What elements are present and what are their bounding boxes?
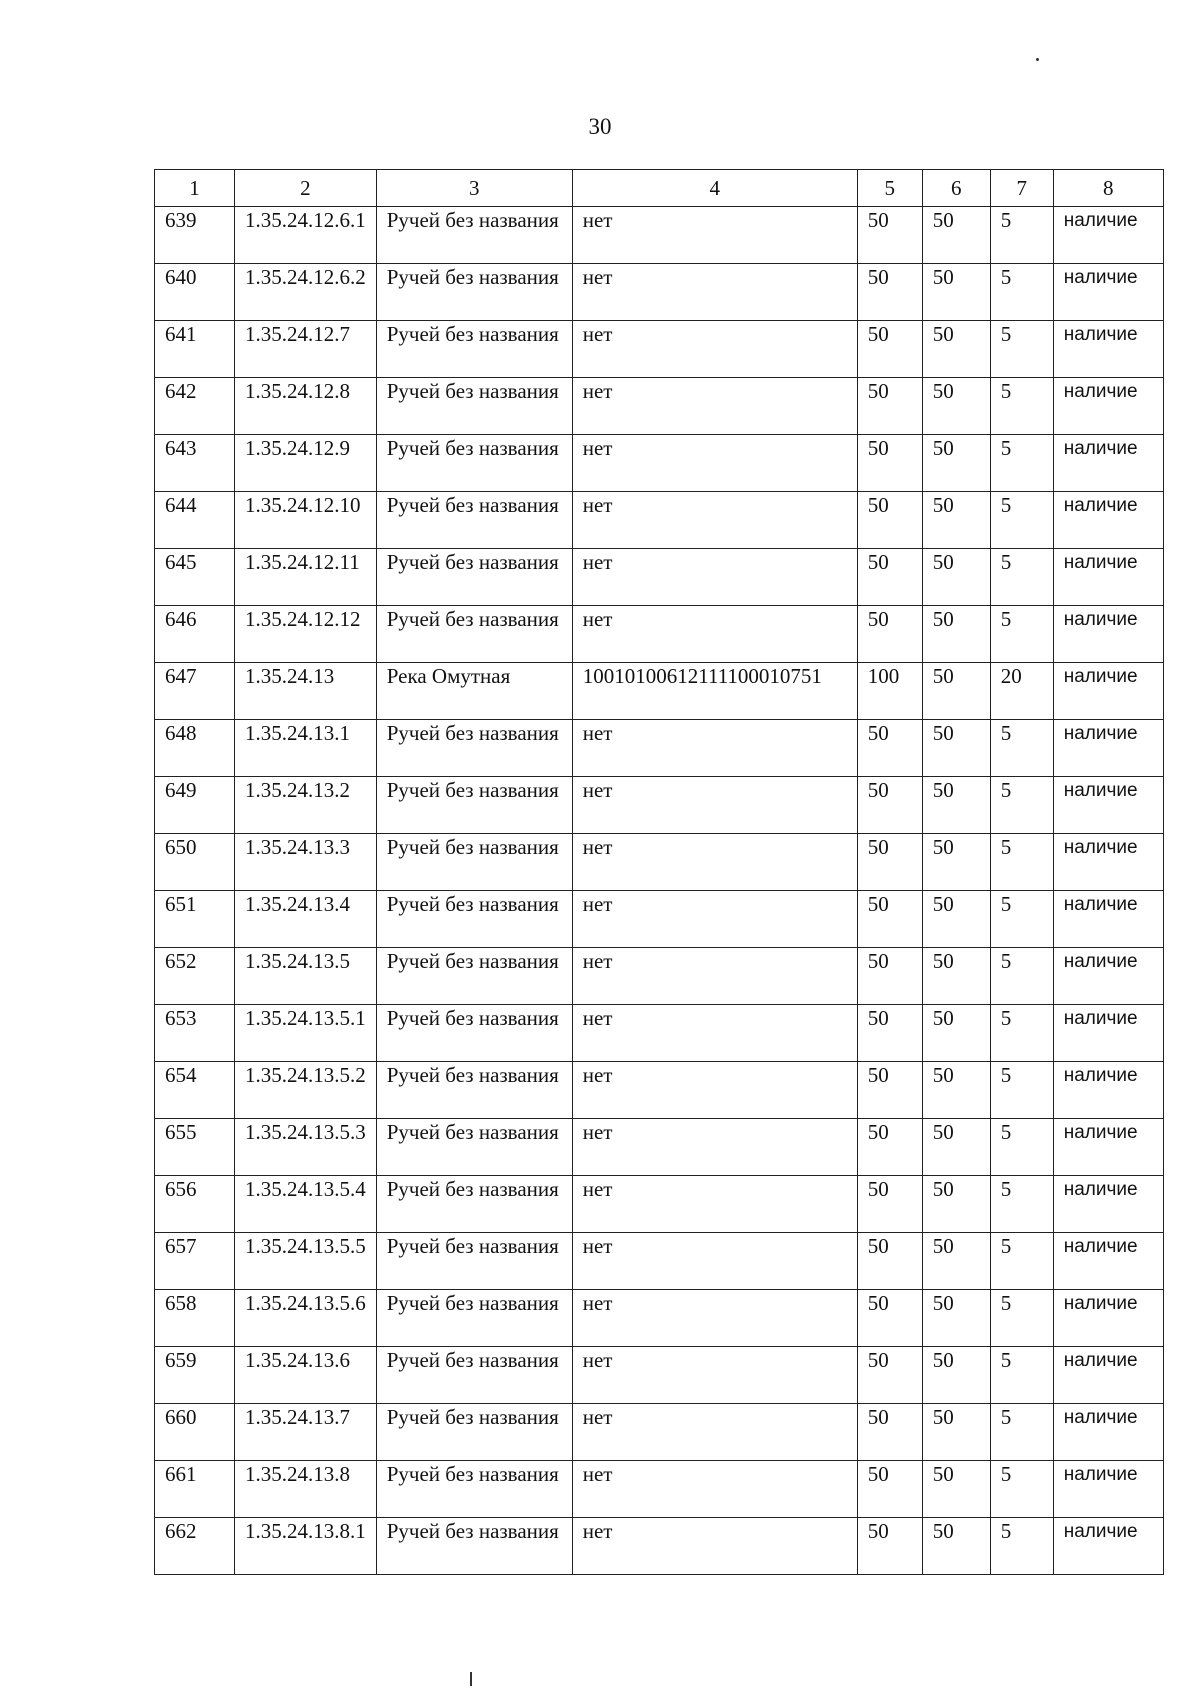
parameter-cell: нет — [572, 1233, 857, 1290]
value-5-cell: 50 — [857, 378, 922, 435]
name-cell: Ручей без названия — [376, 492, 572, 549]
row-number-cell: 659 — [155, 1347, 235, 1404]
value-6-cell: 50 — [922, 1005, 990, 1062]
value-6-cell: 50 — [922, 948, 990, 1005]
presence-cell: наличие — [1053, 948, 1163, 1005]
name-cell: Ручей без названия — [376, 1119, 572, 1176]
code-cell: 1.35.24.13 — [235, 663, 377, 720]
column-header: 2 — [235, 170, 377, 207]
row-number-cell: 649 — [155, 777, 235, 834]
value-7-cell: 5 — [990, 264, 1053, 321]
row-number-cell: 657 — [155, 1233, 235, 1290]
table-row — [155, 321, 1164, 378]
name-cell: Ручей без названия — [376, 264, 572, 321]
value-6-cell: 50 — [922, 207, 990, 264]
row-number-cell: 644 — [155, 492, 235, 549]
table-row — [155, 1404, 1164, 1461]
row-number-cell: 653 — [155, 1005, 235, 1062]
name-cell: Ручей без названия — [376, 378, 572, 435]
presence-cell: наличие — [1053, 549, 1163, 606]
value-5-cell: 50 — [857, 264, 922, 321]
value-5-cell: 50 — [857, 435, 922, 492]
value-5-cell: 50 — [857, 1233, 922, 1290]
name-cell: Ручей без названия — [376, 1461, 572, 1518]
value-7-cell: 5 — [990, 1176, 1053, 1233]
value-7-cell: 5 — [990, 720, 1053, 777]
value-7-cell: 5 — [990, 777, 1053, 834]
value-6-cell: 50 — [922, 321, 990, 378]
value-5-cell: 50 — [857, 492, 922, 549]
row-number-cell: 639 — [155, 207, 235, 264]
code-cell: 1.35.24.13.4 — [235, 891, 377, 948]
table-row — [155, 1119, 1164, 1176]
code-cell: 1.35.24.13.7 — [235, 1404, 377, 1461]
parameter-cell: нет — [572, 549, 857, 606]
parameter-cell: нет — [572, 606, 857, 663]
code-cell: 1.35.24.13.5 — [235, 948, 377, 1005]
table-row — [155, 1005, 1164, 1062]
table-body — [155, 207, 1164, 1575]
code-cell: 1.35.24.13.6 — [235, 1347, 377, 1404]
code-cell: 1.35.24.12.8 — [235, 378, 377, 435]
value-7-cell: 5 — [990, 1005, 1053, 1062]
code-cell: 1.35.24.13.8 — [235, 1461, 377, 1518]
parameter-cell: нет — [572, 264, 857, 321]
column-header: 8 — [1053, 170, 1163, 207]
table-row — [155, 663, 1164, 720]
presence-cell: наличие — [1053, 777, 1163, 834]
name-cell: Ручей без названия — [376, 948, 572, 1005]
value-5-cell: 50 — [857, 1404, 922, 1461]
parameter-cell: нет — [572, 1119, 857, 1176]
row-number-cell: 656 — [155, 1176, 235, 1233]
code-cell: 1.35.24.13.5.5 — [235, 1233, 377, 1290]
value-5-cell: 50 — [857, 1176, 922, 1233]
presence-cell: наличие — [1053, 663, 1163, 720]
name-cell: Ручей без названия — [376, 720, 572, 777]
value-6-cell: 50 — [922, 1062, 990, 1119]
table-row — [155, 1347, 1164, 1404]
table-row — [155, 720, 1164, 777]
value-5-cell: 100 — [857, 663, 922, 720]
value-7-cell: 5 — [990, 1404, 1053, 1461]
value-7-cell: 5 — [990, 891, 1053, 948]
value-5-cell: 50 — [857, 720, 922, 777]
value-7-cell: 5 — [990, 435, 1053, 492]
name-cell: Ручей без названия — [376, 207, 572, 264]
parameter-cell: нет — [572, 1518, 857, 1575]
row-number-cell: 662 — [155, 1518, 235, 1575]
presence-cell: наличие — [1053, 492, 1163, 549]
code-cell: 1.35.24.13.2 — [235, 777, 377, 834]
code-cell: 1.35.24.12.9 — [235, 435, 377, 492]
presence-cell: наличие — [1053, 1347, 1163, 1404]
row-number-cell: 645 — [155, 549, 235, 606]
column-header: 3 — [376, 170, 572, 207]
code-cell: 1.35.24.13.1 — [235, 720, 377, 777]
column-header: 1 — [155, 170, 235, 207]
column-header: 7 — [990, 170, 1053, 207]
value-7-cell: 5 — [990, 834, 1053, 891]
name-cell: Ручей без названия — [376, 891, 572, 948]
value-7-cell: 5 — [990, 1518, 1053, 1575]
value-7-cell: 5 — [990, 321, 1053, 378]
table-row — [155, 1176, 1164, 1233]
presence-cell: наличие — [1053, 1062, 1163, 1119]
value-6-cell: 50 — [922, 492, 990, 549]
row-number-cell: 646 — [155, 606, 235, 663]
code-cell: 1.35.24.12.6.2 — [235, 264, 377, 321]
presence-cell: наличие — [1053, 720, 1163, 777]
code-cell: 1.35.24.12.12 — [235, 606, 377, 663]
value-6-cell: 50 — [922, 1119, 990, 1176]
value-7-cell: 5 — [990, 1461, 1053, 1518]
value-6-cell: 50 — [922, 1290, 990, 1347]
value-5-cell: 50 — [857, 207, 922, 264]
code-cell: 1.35.24.13.5.1 — [235, 1005, 377, 1062]
value-6-cell: 50 — [922, 435, 990, 492]
presence-cell: наличие — [1053, 1290, 1163, 1347]
value-5-cell: 50 — [857, 321, 922, 378]
parameter-cell: нет — [572, 1005, 857, 1062]
row-number-cell: 661 — [155, 1461, 235, 1518]
parameter-cell: 10010100612111100010751 — [572, 663, 857, 720]
row-number-cell: 643 — [155, 435, 235, 492]
code-cell: 1.35.24.12.10 — [235, 492, 377, 549]
presence-cell: наличие — [1053, 834, 1163, 891]
row-number-cell: 648 — [155, 720, 235, 777]
value-6-cell: 50 — [922, 549, 990, 606]
table-row — [155, 891, 1164, 948]
parameter-cell: нет — [572, 720, 857, 777]
parameter-cell: нет — [572, 834, 857, 891]
name-cell: Ручей без названия — [376, 1518, 572, 1575]
value-5-cell: 50 — [857, 1518, 922, 1575]
name-cell: Ручей без названия — [376, 606, 572, 663]
code-cell: 1.35.24.13.5.4 — [235, 1176, 377, 1233]
name-cell: Ручей без названия — [376, 834, 572, 891]
presence-cell: наличие — [1053, 1119, 1163, 1176]
name-cell: Ручей без названия — [376, 321, 572, 378]
value-7-cell: 5 — [990, 1119, 1053, 1176]
value-7-cell: 5 — [990, 948, 1053, 1005]
value-5-cell: 50 — [857, 1347, 922, 1404]
code-cell: 1.35.24.12.11 — [235, 549, 377, 606]
parameter-cell: нет — [572, 207, 857, 264]
value-7-cell: 5 — [990, 492, 1053, 549]
presence-cell: наличие — [1053, 1005, 1163, 1062]
parameter-cell: нет — [572, 948, 857, 1005]
name-cell: Ручей без названия — [376, 435, 572, 492]
parameter-cell: нет — [572, 1290, 857, 1347]
table-row — [155, 492, 1164, 549]
presence-cell: наличие — [1053, 264, 1163, 321]
name-cell: Ручей без названия — [376, 1233, 572, 1290]
value-5-cell: 50 — [857, 1461, 922, 1518]
parameter-cell: нет — [572, 1404, 857, 1461]
value-5-cell: 50 — [857, 834, 922, 891]
value-6-cell: 50 — [922, 1518, 990, 1575]
table-row — [155, 834, 1164, 891]
value-5-cell: 50 — [857, 1005, 922, 1062]
table-row — [155, 606, 1164, 663]
presence-cell: наличие — [1053, 606, 1163, 663]
value-6-cell: 50 — [922, 1233, 990, 1290]
scan-speck — [1036, 58, 1039, 61]
table-row — [155, 1290, 1164, 1347]
column-header: 6 — [922, 170, 990, 207]
row-number-cell: 658 — [155, 1290, 235, 1347]
code-cell: 1.35.24.13.5.6 — [235, 1290, 377, 1347]
parameter-cell: нет — [572, 378, 857, 435]
table-row — [155, 1461, 1164, 1518]
column-header: 4 — [572, 170, 857, 207]
row-number-cell: 660 — [155, 1404, 235, 1461]
code-cell: 1.35.24.13.8.1 — [235, 1518, 377, 1575]
value-7-cell: 5 — [990, 378, 1053, 435]
row-number-cell: 647 — [155, 663, 235, 720]
code-cell: 1.35.24.12.6.1 — [235, 207, 377, 264]
name-cell: Ручей без названия — [376, 1062, 572, 1119]
code-cell: 1.35.24.12.7 — [235, 321, 377, 378]
row-number-cell: 652 — [155, 948, 235, 1005]
value-6-cell: 50 — [922, 663, 990, 720]
name-cell: Ручей без названия — [376, 549, 572, 606]
value-6-cell: 50 — [922, 1461, 990, 1518]
table-row — [155, 1062, 1164, 1119]
value-7-cell: 5 — [990, 207, 1053, 264]
value-6-cell: 50 — [922, 1347, 990, 1404]
presence-cell: наличие — [1053, 1176, 1163, 1233]
value-7-cell: 5 — [990, 606, 1053, 663]
value-6-cell: 50 — [922, 777, 990, 834]
name-cell: Река Омутная — [376, 663, 572, 720]
value-5-cell: 50 — [857, 1062, 922, 1119]
name-cell: Ручей без названия — [376, 1290, 572, 1347]
value-6-cell: 50 — [922, 606, 990, 663]
parameter-cell: нет — [572, 891, 857, 948]
table-row — [155, 549, 1164, 606]
name-cell: Ручей без названия — [376, 777, 572, 834]
value-5-cell: 50 — [857, 1290, 922, 1347]
presence-cell: наличие — [1053, 1233, 1163, 1290]
table-row — [155, 1233, 1164, 1290]
code-cell: 1.35.24.13.3 — [235, 834, 377, 891]
scan-mark — [470, 1672, 472, 1686]
value-5-cell: 50 — [857, 948, 922, 1005]
header-row — [155, 170, 1164, 207]
row-number-cell: 655 — [155, 1119, 235, 1176]
parameter-cell: нет — [572, 1461, 857, 1518]
name-cell: Ручей без названия — [376, 1005, 572, 1062]
value-7-cell: 5 — [990, 1233, 1053, 1290]
presence-cell: наличие — [1053, 1461, 1163, 1518]
value-6-cell: 50 — [922, 1176, 990, 1233]
row-number-cell: 651 — [155, 891, 235, 948]
value-6-cell: 50 — [922, 834, 990, 891]
table-row — [155, 207, 1164, 264]
presence-cell: наличие — [1053, 891, 1163, 948]
value-6-cell: 50 — [922, 264, 990, 321]
value-7-cell: 5 — [990, 1347, 1053, 1404]
name-cell: Ручей без названия — [376, 1176, 572, 1233]
parameter-cell: нет — [572, 321, 857, 378]
presence-cell: наличие — [1053, 378, 1163, 435]
presence-cell: наличие — [1053, 321, 1163, 378]
name-cell: Ручей без названия — [376, 1404, 572, 1461]
code-cell: 1.35.24.13.5.2 — [235, 1062, 377, 1119]
table-row — [155, 435, 1164, 492]
value-5-cell: 50 — [857, 549, 922, 606]
row-number-cell: 654 — [155, 1062, 235, 1119]
value-7-cell: 20 — [990, 663, 1053, 720]
page-number: 30 — [588, 114, 612, 139]
parameter-cell: нет — [572, 1347, 857, 1404]
presence-cell: наличие — [1053, 1404, 1163, 1461]
value-5-cell: 50 — [857, 1119, 922, 1176]
value-6-cell: 50 — [922, 1404, 990, 1461]
value-7-cell: 5 — [990, 1290, 1053, 1347]
parameter-cell: нет — [572, 1176, 857, 1233]
table-row — [155, 1518, 1164, 1575]
row-number-cell: 641 — [155, 321, 235, 378]
column-header: 5 — [857, 170, 922, 207]
presence-cell: наличие — [1053, 435, 1163, 492]
presence-cell: наличие — [1053, 207, 1163, 264]
parameter-cell: нет — [572, 492, 857, 549]
table-row — [155, 777, 1164, 834]
parameter-cell: нет — [572, 777, 857, 834]
row-number-cell: 650 — [155, 834, 235, 891]
value-5-cell: 50 — [857, 606, 922, 663]
parameter-cell: нет — [572, 435, 857, 492]
value-5-cell: 50 — [857, 891, 922, 948]
row-number-cell: 642 — [155, 378, 235, 435]
name-cell: Ручей без названия — [376, 1347, 572, 1404]
value-7-cell: 5 — [990, 1062, 1053, 1119]
value-6-cell: 50 — [922, 378, 990, 435]
value-6-cell: 50 — [922, 720, 990, 777]
table-row — [155, 264, 1164, 321]
value-6-cell: 50 — [922, 891, 990, 948]
value-5-cell: 50 — [857, 777, 922, 834]
value-7-cell: 5 — [990, 549, 1053, 606]
presence-cell: наличие — [1053, 1518, 1163, 1575]
code-cell: 1.35.24.13.5.3 — [235, 1119, 377, 1176]
parameter-cell: нет — [572, 1062, 857, 1119]
table-row — [155, 378, 1164, 435]
row-number-cell: 640 — [155, 264, 235, 321]
water-bodies-table — [154, 169, 1164, 1575]
table-row — [155, 948, 1164, 1005]
